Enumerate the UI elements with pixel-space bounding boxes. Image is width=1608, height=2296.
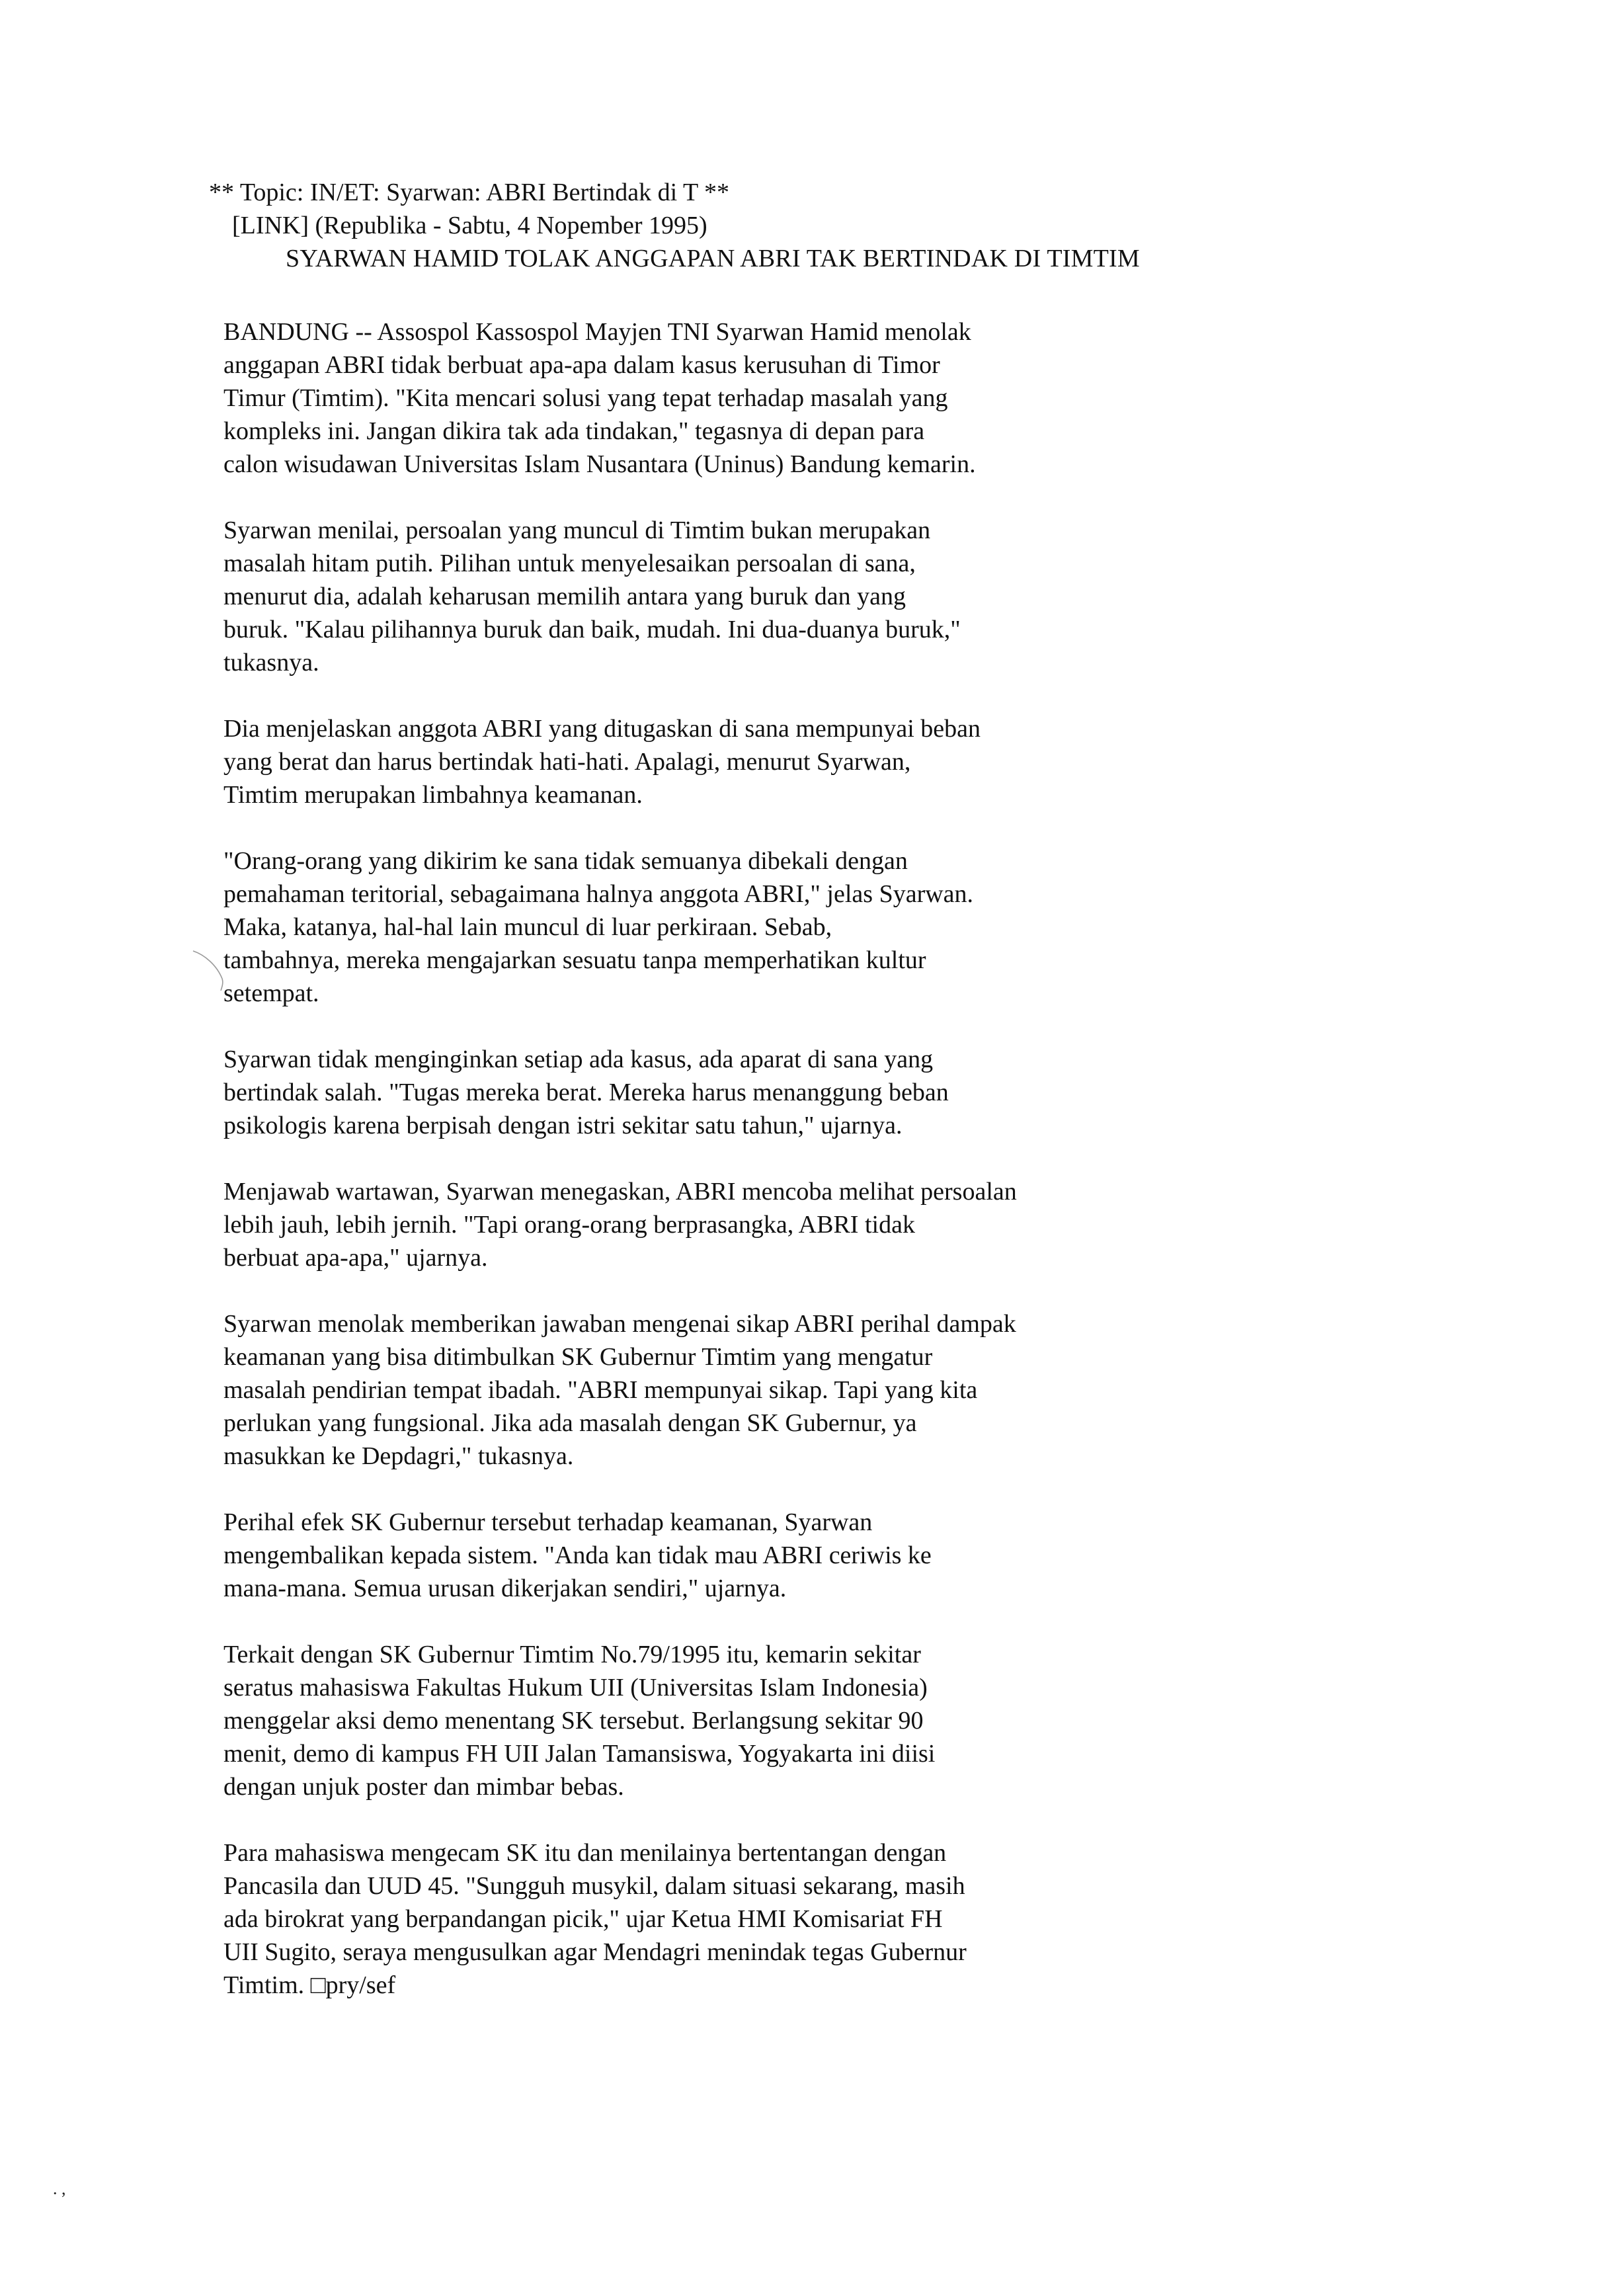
text-line: Syarwan tidak menginginkan setiap ada kasus, ada aparat di sana yang <box>223 1046 934 1073</box>
paragraph <box>223 844 1447 1010</box>
corner-marks: . , <box>53 2179 66 2198</box>
text-line: dengan unjuk poster dan mimbar bebas. <box>223 1773 624 1801</box>
paragraph <box>223 1307 1447 1473</box>
text-line: masalah hitam putih. Pilihan untuk menyelesaikan persoalan di sana, <box>223 550 916 577</box>
text-line: keamanan yang bisa ditimbulkan SK Gubernur Timtim yang mengatur <box>223 1343 933 1371</box>
text-line: calon wisudawan Universitas Islam Nusantara (Uninus) Bandung kemarin. <box>223 450 976 478</box>
text-line: Menjawab wartawan, Syarwan menegaskan, ABRI mencoba melihat persoalan <box>223 1178 1017 1206</box>
text-line: Dia menjelaskan anggota ABRI yang ditugaskan di sana mempunyai beban <box>223 715 981 743</box>
text-line: psikologis karena berpisah dengan istri sekitar satu tahun," ujarnya. <box>223 1112 903 1139</box>
text-line: menurut dia, adalah keharusan memilih antara yang buruk dan yang <box>223 583 906 610</box>
text-line: Pancasila dan UUD 45. "Sungguh musykil, dalam situasi sekarang, masih <box>223 1872 965 1900</box>
paragraph <box>223 514 1447 679</box>
text-line: seratus mahasiswa Fakultas Hukum UII (Universitas Islam Indonesia) <box>223 1674 928 1702</box>
text-line: pemahaman teritorial, sebagaimana halnya anggota ABRI," jelas Syarwan. <box>223 880 974 908</box>
text-line: Para mahasiswa mengecam SK itu dan menilainya bertentangan dengan <box>223 1839 947 1867</box>
text-line: Maka, katanya, hal-hal lain muncul di luar perkiraan. Sebab, <box>223 913 832 941</box>
text-line: "Orang-orang yang dikirim ke sana tidak semuanya dibekali dengan <box>223 847 908 875</box>
article-header <box>209 176 1531 275</box>
paragraph <box>223 1638 1447 1803</box>
paragraph <box>223 1043 1447 1142</box>
text-line: Syarwan menolak memberikan jawaban mengenai sikap ABRI perihal dampak <box>223 1310 1016 1338</box>
paragraph <box>223 1836 1447 2002</box>
text-line: mengembalikan kepada sistem. "Anda kan tidak mau ABRI ceriwis ke <box>223 1541 932 1569</box>
text-line: Timtim. □pry/sef <box>223 1971 396 1999</box>
text-line: buruk. "Kalau pilihannya buruk dan baik, mudah. Ini dua-duanya buruk," <box>223 616 961 643</box>
text-line: menggelar aksi demo menentang SK tersebut. Berlangsung sekitar 90 <box>223 1707 924 1735</box>
text-line: BANDUNG -- Assospol Kassospol Mayjen TNI Syarwan Hamid menolak <box>223 318 971 346</box>
article-body <box>223 315 1447 2035</box>
headline: SYARWAN HAMID TOLAK ANGGAPAN ABRI TAK BERTINDAK DI TIMTIM <box>286 245 1140 272</box>
text-line: mana-mana. Semua urusan dikerjakan sendiri," ujarnya. <box>223 1575 787 1602</box>
paragraph <box>223 1175 1447 1274</box>
topic-line: ** Topic: IN/ET: Syarwan: ABRI Bertindak di T ** <box>209 179 730 206</box>
text-line: ada birokrat yang berpandangan picik," ujar Ketua HMI Komisariat FH <box>223 1905 943 1933</box>
text-line: masukkan ke Depdagri," tukasnya. <box>223 1442 574 1470</box>
text-line: bertindak salah. "Tugas mereka berat. Mereka harus menanggung beban <box>223 1079 949 1106</box>
text-line: lebih jauh, lebih jernih. "Tapi orang-orang berprasangka, ABRI tidak <box>223 1211 915 1239</box>
text-line: berbuat apa-apa," ujarnya. <box>223 1244 488 1272</box>
text-line: Timtim merupakan limbahnya keamanan. <box>223 781 643 809</box>
text-line: masalah pendirian tempat ibadah. "ABRI mempunyai sikap. Tapi yang kita <box>223 1376 978 1404</box>
text-line: anggapan ABRI tidak berbuat apa-apa dalam kasus kerusuhan di Timor <box>223 351 940 379</box>
text-line: Timur (Timtim). "Kita mencari solusi yang tepat terhadap masalah yang <box>223 384 948 412</box>
text-line: Perihal efek SK Gubernur tersebut terhadap keamanan, Syarwan <box>223 1508 873 1536</box>
source-line: [LINK] (Republika - Sabtu, 4 Nopember 1995) <box>232 212 707 239</box>
paragraph <box>223 1506 1447 1605</box>
text-line: tambahnya, mereka mengajarkan sesuatu tanpa memperhatikan kultur <box>223 946 926 974</box>
text-line: UII Sugito, seraya mengusulkan agar Mendagri menindak tegas Gubernur <box>223 1938 967 1966</box>
paragraph <box>223 712 1447 811</box>
text-line: Terkait dengan SK Gubernur Timtim No.79/1995 itu, kemarin sekitar <box>223 1641 921 1668</box>
text-line: Syarwan menilai, persoalan yang muncul di Timtim bukan merupakan <box>223 516 931 544</box>
text-line: menit, demo di kampus FH UII Jalan Tamansiswa, Yogyakarta ini diisi <box>223 1740 936 1768</box>
paragraph <box>223 315 1447 481</box>
text-line: setempat. <box>223 979 319 1007</box>
text-line: yang berat dan harus bertindak hati-hati. Apalagi, menurut Syarwan, <box>223 748 911 776</box>
stray-pen-mark <box>192 946 231 992</box>
text-line: kompleks ini. Jangan dikira tak ada tindakan," tegasnya di depan para <box>223 417 925 445</box>
text-line: perlukan yang fungsional. Jika ada masalah dengan SK Gubernur, ya <box>223 1409 917 1437</box>
text-line: tukasnya. <box>223 649 319 676</box>
